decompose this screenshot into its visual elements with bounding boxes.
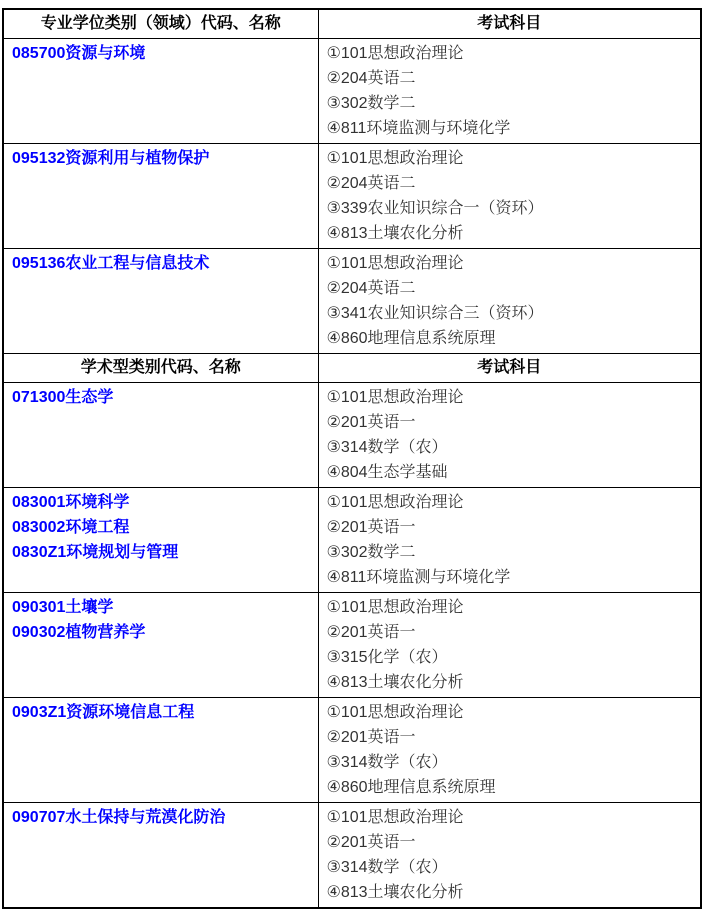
subject-line: ①101思想政治理论 bbox=[326, 494, 464, 511]
subject-line: ②201英语一 bbox=[326, 519, 416, 536]
table-row bbox=[3, 698, 701, 803]
subject-line: ③314数学（农） bbox=[326, 439, 448, 456]
subject-line: ①101思想政治理论 bbox=[326, 809, 464, 826]
subject-line: ③339农业知识综合一（资环） bbox=[326, 200, 544, 217]
program-name: 090301土壤学 bbox=[12, 599, 114, 616]
program-cell bbox=[3, 39, 318, 144]
subject-line: ③314数学（农） bbox=[326, 754, 448, 771]
page bbox=[0, 8, 703, 901]
table-row bbox=[3, 803, 701, 909]
subject-line: ②204英语二 bbox=[326, 280, 416, 297]
subject-line: ③314数学（农） bbox=[326, 859, 448, 876]
program-name: 083002环境工程 bbox=[12, 519, 130, 536]
program-name: 083001环境科学 bbox=[12, 494, 130, 511]
subject-line: ③315化学（农） bbox=[326, 649, 448, 666]
subjects-cell bbox=[318, 39, 701, 144]
subject-line: ④811环境监测与环境化学 bbox=[326, 569, 511, 586]
program-name: 090302植物营养学 bbox=[12, 624, 146, 641]
program-name: 0903Z1资源环境信息工程 bbox=[12, 704, 195, 721]
subject-line: ②204英语二 bbox=[326, 70, 416, 87]
subjects-cell bbox=[318, 803, 701, 909]
program-column-header: 专业学位类别（领域）代码、名称 bbox=[3, 9, 318, 39]
table-row bbox=[3, 39, 701, 144]
program-name: 095136农业工程与信息技术 bbox=[12, 255, 210, 272]
subjects-column-header: 考试科目 bbox=[318, 9, 701, 39]
subjects-cell bbox=[318, 593, 701, 698]
subject-line: ①101思想政治理论 bbox=[326, 389, 464, 406]
program-column-header: 学术型类别代码、名称 bbox=[3, 354, 318, 383]
program-cell bbox=[3, 803, 318, 909]
exam-subjects-table bbox=[2, 8, 702, 909]
program-name: 0830Z1环境规划与管理 bbox=[12, 544, 179, 561]
subjects-cell bbox=[318, 383, 701, 488]
subjects-cell bbox=[318, 249, 701, 354]
subject-line: ④860地理信息系统原理 bbox=[326, 330, 496, 347]
program-cell bbox=[3, 488, 318, 593]
subject-line: ④811环境监测与环境化学 bbox=[326, 120, 511, 137]
subject-line: ②201英语一 bbox=[326, 624, 416, 641]
subjects-cell bbox=[318, 488, 701, 593]
subjects-cell bbox=[318, 698, 701, 803]
subject-line: ①101思想政治理论 bbox=[326, 704, 464, 721]
subject-line: ①101思想政治理论 bbox=[326, 255, 464, 272]
subject-line: ②201英语一 bbox=[326, 834, 416, 851]
subject-line: ③302数学二 bbox=[326, 544, 416, 561]
subject-line: ④813土壤农化分析 bbox=[326, 674, 464, 691]
program-name: 090707水土保持与荒漠化防治 bbox=[12, 809, 226, 826]
subject-line: ④860地理信息系统原理 bbox=[326, 779, 496, 796]
table-row bbox=[3, 383, 701, 488]
subject-line: ③302数学二 bbox=[326, 95, 416, 112]
subject-line: ②201英语一 bbox=[326, 414, 416, 431]
program-cell bbox=[3, 593, 318, 698]
subject-line: ②201英语一 bbox=[326, 729, 416, 746]
subject-line: ④813土壤农化分析 bbox=[326, 225, 464, 242]
subjects-column-header: 考试科目 bbox=[318, 354, 701, 383]
program-name: 085700资源与环境 bbox=[12, 45, 146, 62]
subject-line: ④813土壤农化分析 bbox=[326, 884, 464, 901]
subject-line: ③341农业知识综合三（资环） bbox=[326, 305, 544, 322]
section-header-row bbox=[3, 9, 701, 39]
subject-line: ①101思想政治理论 bbox=[326, 599, 464, 616]
subject-line: ②204英语二 bbox=[326, 175, 416, 192]
program-cell bbox=[3, 383, 318, 488]
program-cell bbox=[3, 249, 318, 354]
subject-line: ①101思想政治理论 bbox=[326, 45, 464, 62]
program-cell bbox=[3, 698, 318, 803]
table-row bbox=[3, 488, 701, 593]
subjects-cell bbox=[318, 144, 701, 249]
section-header-row bbox=[3, 354, 701, 383]
table-row bbox=[3, 144, 701, 249]
subject-line: ④804生态学基础 bbox=[326, 464, 448, 481]
program-cell bbox=[3, 144, 318, 249]
exam-table-body bbox=[3, 9, 701, 908]
subject-line: ①101思想政治理论 bbox=[326, 150, 464, 167]
program-name: 071300生态学 bbox=[12, 389, 114, 406]
table-row bbox=[3, 593, 701, 698]
table-row bbox=[3, 249, 701, 354]
program-name: 095132资源利用与植物保护 bbox=[12, 150, 210, 167]
